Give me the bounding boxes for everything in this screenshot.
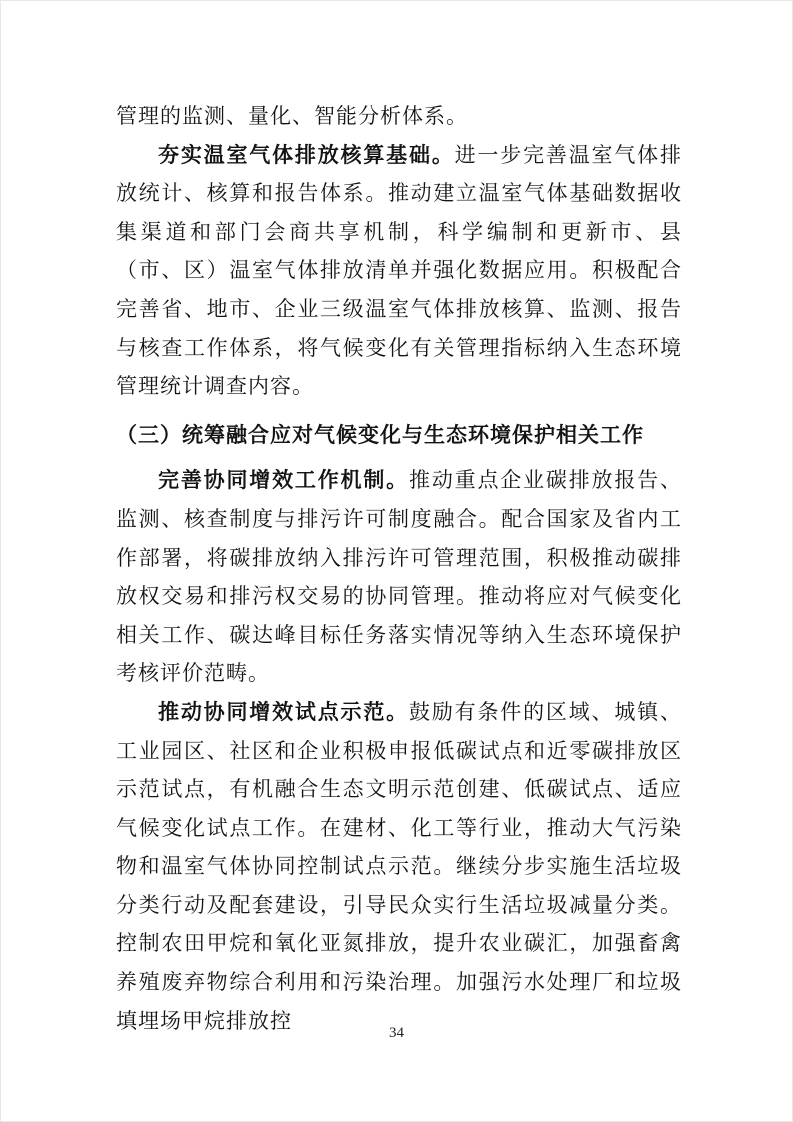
paragraph: [116, 461, 682, 693]
paragraph: [116, 136, 682, 406]
paragraph-lead: 推动协同增效试点示范。: [158, 699, 409, 724]
paragraph-text: 推动重点企业碳排放报告、监测、核查制度与排污许可制度融合。配合国家及省内工作部署，将碳排放纳入排污许可管理范围，积极推动碳排放权交易和排污权交易的协同管理。推动将应对气候变化相关工作、碳达峰目标任务落实情况等纳入生态环境保护考核评价范畴。: [116, 468, 682, 686]
paragraph-text: 进一步完善温室气体排放统计、核算和报告体系。推动建立温室气体基础数据收集渠道和部门会商共享机制，科学编制和更新市、县（市、区）温室气体排放清单并强化数据应用。积极配合完善省、地市、企业三级温室气体排放核算、监测、报告与核查工作体系，将气候变化有关管理指标纳入生态环境管理统计调查内容。: [116, 142, 683, 399]
paragraph-text: 管理的监测、量化、智能分析体系。: [116, 104, 468, 128]
page-number: 34: [389, 1025, 404, 1041]
paragraph-text: 鼓励有条件的区域、城镇、工业园区、社区和企业积极申报低碳试点和近零碳排放区示范试点，有机融合生态文明示范创建、低碳试点、适应气候变化试点工作。在建材、化工等行业，推动大气污染物和温室气体协同控制试点示范。继续分步实施生活垃圾分类行动及配套建设，引导民众实行生活垃圾减量分类。控制农田甲烷和氧化亚氮排放，提升农业碳汇，加强畜禽养殖废弃物综合利用和污染治理。加强污水处理厂和垃圾填埋场甲烷排放控: [116, 699, 682, 1033]
paragraph-lead: 夯实温室气体排放核算基础。: [158, 142, 455, 167]
paragraph-continuation: [116, 97, 682, 136]
document-body: [116, 97, 682, 1040]
section-heading: （三）统筹融合应对气候变化与生态环境保护相关工作: [116, 422, 644, 447]
paragraph: [116, 693, 682, 1040]
paragraph-lead: 完善协同增效工作机制。: [158, 468, 409, 493]
